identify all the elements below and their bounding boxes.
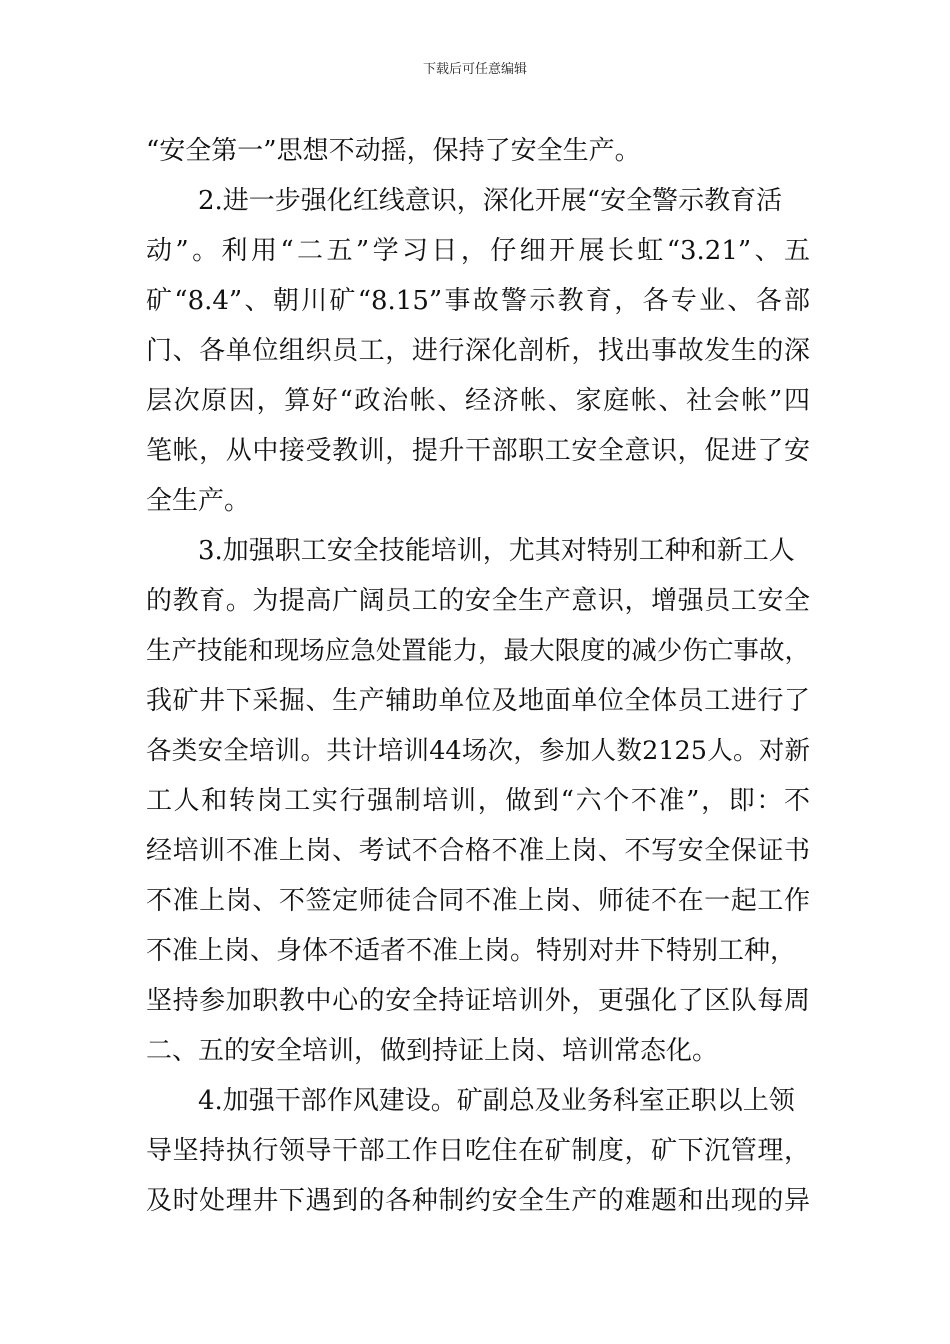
paragraph-2-start: 2.进一步强化红线意识，深化开展“安全警示教育活	[198, 186, 783, 216]
body-text	[146, 126, 810, 1226]
text-line: 全生产。	[146, 486, 251, 516]
text-line: 动”。利用“二五”学习日，仔细开展长虹“3.21”、五	[146, 236, 810, 266]
text-line: 不准上岗、不签定师徒合同不准上岗、师徒不在一起工作	[146, 886, 810, 916]
text-line: 各类安全培训。共计培训44场次，参加人数2125人。对新	[146, 736, 810, 766]
text-line: “安全第一”思想不动摇，保持了安全生产。	[146, 136, 641, 166]
text-line: 坚持参加职教中心的安全持证培训外，更强化了区队每周	[146, 986, 810, 1016]
text-line: 经培训不准上岗、考试不合格不准上岗、不写安全保证书	[146, 836, 810, 866]
paragraph-3-start: 3.加强职工安全技能培训，尤其对特别工种和新工人	[198, 536, 795, 566]
text-line: 生产技能和现场应急处置能力，最大限度的减少伤亡事故，	[146, 636, 810, 666]
text-line: 笔帐，从中接受教训，提升干部职工安全意识，促进了安	[146, 436, 810, 466]
text-line: 二、五的安全培训，做到持证上岗、培训常态化。	[146, 1036, 719, 1066]
page-header-note: 下载后可任意编辑	[422, 62, 527, 77]
text-line: 及时处理井下遇到的各种制约安全生产的难题和出现的异	[146, 1186, 810, 1216]
text-line: 导坚持执行领导干部工作日吃住在矿制度，矿下沉管理，	[146, 1136, 810, 1166]
text-line: 不准上岗、身体不适者不准上岗。特别对井下特别工种，	[146, 936, 797, 966]
text-line: 矿“8.4”、朝川矿“8.15”事故警示教育，各专业、各部	[146, 286, 810, 316]
text-line: 工人和转岗工实行强制培训，做到“六个不准”，即：不	[146, 786, 810, 816]
text-line: 层次原因，算好“政治帐、经济帐、家庭帐、社会帐”四	[146, 386, 810, 416]
text-line: 我矿井下采掘、生产辅助单位及地面单位全体员工进行了	[146, 686, 810, 716]
text-line: 门、各单位组织员工，进行深化剖析，找出事故发生的深	[146, 336, 810, 366]
text-line: 的教育。为提高广阔员工的安全生产意识，增强员工安全	[146, 586, 810, 616]
paragraph-4-start: 4.加强干部作风建设。矿副总及业务科室正职以上领	[198, 1086, 795, 1116]
